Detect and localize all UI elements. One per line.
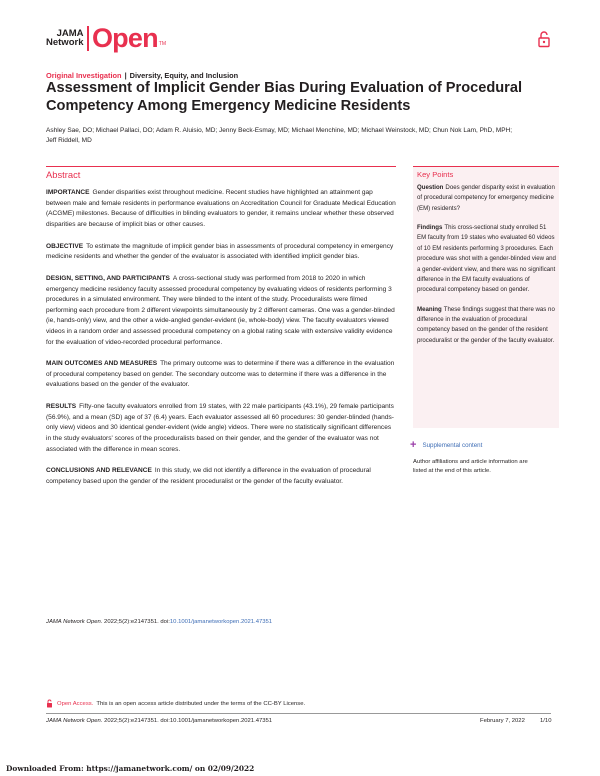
- open-lock-icon: [537, 30, 551, 48]
- logo-divider: [87, 26, 89, 51]
- doi-link[interactable]: 10.1001/jamanetworkopen.2021.47351: [169, 619, 273, 625]
- citation-ref: . 2022;5(2):e2147351. doi:: [100, 619, 170, 625]
- footer-citation: [46, 718, 272, 724]
- key-point-question: [417, 183, 557, 214]
- key-point-heading: Findings: [417, 224, 443, 232]
- key-points-body: [417, 183, 557, 355]
- key-point-text: These findings suggest that there was no difference in the evaluation of procedural competency based on the gender of the resident proceduralist or the gender of the faculty evaluator.: [417, 305, 555, 344]
- section-text: In this study, we did not identify a difference in the evaluation of procedural competency based upon the gender of the resident proceduralist or the gender of the faculty evaluator.: [46, 467, 371, 485]
- author-list: Ashley Sae, DO; Michael Pallaci, DO; Adam R. Aluisio, MD; Jenny Beck-Esmay, MD; Michael Menchine, MD; Michael Weinstock, MD; Chun Nok Lam, PhD, MPH; Jeff Riddell, MD: [46, 127, 513, 145]
- journal-logo: [46, 24, 166, 52]
- author-affiliations-note: Author affiliations and article information are listed at the end of this article.: [413, 459, 528, 474]
- section-heading: RESULTS: [46, 403, 77, 411]
- abstract-header: [46, 166, 396, 179]
- abstract-section-conclusions: [46, 466, 396, 487]
- logo-open-text: Open: [91, 22, 158, 53]
- footer-date: February 7, 2022: [480, 718, 525, 724]
- footer-journal: JAMA Network Open.: [46, 718, 103, 724]
- open-access-label[interactable]: Open Access.: [57, 700, 94, 707]
- abstract-section-design: [46, 274, 396, 348]
- key-point-findings: [417, 223, 557, 296]
- logo-wordmark: [46, 29, 87, 48]
- section-heading: MAIN OUTCOMES AND MEASURES: [46, 360, 158, 368]
- footer-ref: 2022;5(2):e2147351. doi:10.1001/jamanetworkopen.2021.47351: [104, 718, 273, 724]
- key-point-text: Does gender disparity exist in evaluation of procedural competency for emergency medicine (EM) residents?: [417, 184, 555, 212]
- section-heading: DESIGN, SETTING, AND PARTICIPANTS: [46, 274, 170, 282]
- abstract-section-results: [46, 402, 396, 455]
- section-text: Gender disparities exist throughout medicine. Recent studies have highlighted an attainment gap between male and female residents in performance evaluations on Accreditation Council for Graduate Medical Education (ACGME) milestones. Because of difficulties in blinding evaluators to gender, it remains unclear whether these observed disparities are because of implicit bias or other causes.: [46, 189, 396, 228]
- section-heading: OBJECTIVE: [46, 242, 84, 250]
- key-points-heading: Key Points: [417, 170, 454, 179]
- logo-line-network: Network: [46, 37, 84, 48]
- logo-line-jama: JAMA: [56, 27, 84, 39]
- plus-icon: +: [410, 439, 417, 451]
- category-separator: |: [124, 71, 127, 80]
- article-topic: Diversity, Equity, and Inclusion: [129, 71, 239, 80]
- section-text: A cross-sectional study was performed from 2018 to 2020 in which emergency medicine residency faculty assessed procedural competency by evaluating videos of residents performing 3 procedures in a simulated environment. They were blinded to the intent of the study. Proceduralists were filmed performing each procedure from 2 different viewpoints simultaneously by 2 different cameras. One was a gender-blinded (ie, hands-only) view, and the other a wide-angled gender-evident (ie, whole-body) view. The faculty evaluators viewed videos in a random order and assessed procedural competency on a global rating scale with extensive validity evidence for the evaluation of video-recorded procedural performance.: [46, 274, 395, 346]
- section-text: Fifty-one faculty evaluators enrolled from 19 states, with 22 male participants (43.1%), 29 female participants (56.9%), and a mean (SD) age of 37 (6.4) years. Each evaluator assessed all 60 procedures: 30 gender-blinded (hands-only view) videos and 30 identical gender-evident (wide angle) videos. There were no statistically significant differences in the study evaluators' scores of the proceduralists based on their gender, and the gender of the evaluator was not associated with the difference in mean scores.: [46, 403, 394, 453]
- abstract-section-importance: [46, 188, 396, 230]
- abstract-section-objective: [46, 242, 396, 263]
- open-access-text: This is an open access article distributed under the terms of the CC-BY License.: [96, 700, 306, 707]
- article-title: Assessment of Implicit Gender Bias During Evaluation of Procedural Competency Among Emergency Medicine Residents: [46, 80, 523, 114]
- abstract-section-outcomes: [46, 359, 396, 391]
- section-text: To estimate the magnitude of implicit gender bias in assessments of procedural competency in emergency medicine residents and whether the gender of the evaluator is associated with identified implicit gender bias.: [46, 242, 394, 261]
- page-number: 1/10: [540, 718, 552, 724]
- section-heading: CONCLUSIONS AND RELEVANCE: [46, 467, 152, 475]
- open-access-notice: [46, 699, 305, 708]
- logo-trademark: TM: [158, 41, 167, 47]
- abstract-body: [46, 188, 396, 499]
- article-citation: [46, 619, 272, 625]
- key-point-heading: Meaning: [417, 305, 442, 313]
- article-type: Original Investigation: [46, 71, 122, 80]
- download-stamp: Downloaded From: https://jamanetwork.com/ on 02/09/2022: [6, 764, 255, 773]
- key-point-meaning: [417, 305, 557, 347]
- key-point-text: This cross-sectional study enrolled 51 EM faculty from 19 states who evaluated 60 videos of 10 EM residents performing 3 procedures. Each procedure was shot with a gender-blinded view and a gender-evident view, and there was no significant difference in the EM faculty evaluations of procedural competency based on gender.: [417, 224, 556, 294]
- footer-divider: [46, 713, 551, 714]
- citation-journal: JAMA Network Open: [46, 619, 101, 625]
- open-lock-icon: [46, 699, 53, 708]
- supplemental-content-link[interactable]: [410, 440, 482, 450]
- section-text: The primary outcome was to determine if there was a difference in the evaluation of procedural competency based on gender. The secondary outcome was to determine if there was a difference in the evaluations based on the gender of the evaluator.: [46, 360, 395, 389]
- key-point-heading: Question: [417, 184, 444, 191]
- supplemental-label: Supplemental content: [422, 441, 483, 449]
- section-heading: IMPORTANCE: [46, 189, 90, 196]
- article-category: [46, 71, 238, 80]
- abstract-heading: Abstract: [46, 169, 81, 180]
